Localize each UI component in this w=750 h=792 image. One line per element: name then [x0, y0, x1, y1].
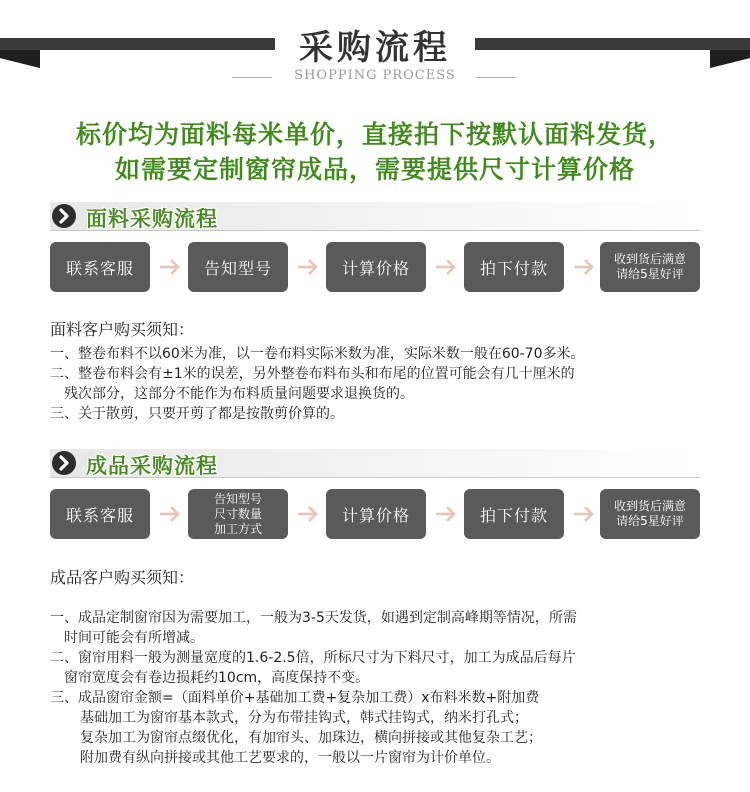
- page-title: 采购流程: [299, 28, 451, 68]
- fabric-step-price: 计算价格: [326, 242, 426, 292]
- fabric-notes-title: 面料客户购买须知：: [50, 320, 195, 339]
- product-flow: [50, 489, 700, 539]
- product-step-review: [600, 489, 700, 539]
- fabric-note-2-cont: 残次部分，这部分不能作为布料质量问题要求退换货的。: [64, 386, 414, 402]
- page-subtitle: SHOPPING PROCESS: [294, 68, 456, 83]
- fabric-step-pay: 拍下付款: [464, 242, 564, 292]
- notice-line-2: 如需要定制窗帘成品，需要提供尺寸计算价格: [114, 155, 635, 184]
- product-note-3-complex: 复杂加工为窗帘点缀优化，有加帘头、加珠边，横向拼接或其他复杂工艺；: [80, 730, 542, 746]
- subtitle-rule-right: [476, 77, 516, 78]
- arrow-right-icon: [434, 502, 458, 526]
- fabric-step-contact: 联系客服: [50, 242, 150, 292]
- fabric-step-review-label: 收到货后满意 请给5星好评: [613, 252, 686, 281]
- fabric-step-model: 告知型号: [188, 242, 288, 292]
- product-step-model: [188, 489, 288, 539]
- fabric-note-3: 三、关于散剪，只要开剪了都是按散剪价算的。: [50, 406, 344, 422]
- arrow-right-icon: [158, 502, 182, 526]
- fabric-step-review: [600, 242, 700, 292]
- product-note-3-basic: 基础加工为窗帘基本款式，分为布带挂钩式，韩式挂钩式，纳米打孔式；: [80, 710, 528, 726]
- arrow-right-icon: [158, 255, 182, 279]
- product-step-model-label: 告知型号 尺寸数量 加工方式: [213, 491, 262, 536]
- fabric-flow: [50, 242, 700, 292]
- product-note-3: 三、成品窗帘金额=（面料单价+基础加工费+复杂加工费）x布料米数+附加费: [50, 690, 540, 706]
- product-step-review-label: 收到货后满意 请给5星好评: [613, 499, 686, 528]
- fabric-section-title: 面料采购流程: [86, 207, 218, 231]
- chevron-right-icon: [52, 204, 76, 228]
- fabric-section-header: [50, 202, 700, 232]
- product-notes: [50, 568, 710, 768]
- product-section-title: 成品采购流程: [86, 454, 218, 478]
- fabric-note-2: 二、整卷布料会有±1米的误差，另外整卷布料布头和布尾的位置可能会有几十厘米的: [50, 366, 575, 382]
- arrow-right-icon: [296, 255, 320, 279]
- product-note-2: 二、窗帘用料一般为测量宽度的1.6-2.5倍，所标尺寸为下料尺寸，加工为成品后每片: [50, 650, 576, 666]
- product-section-header: [50, 449, 700, 479]
- product-note-3-extra: 附加费有纵向拼接或其他工艺要求的，一般以一片窗帘为计价单位。: [80, 750, 500, 766]
- header-banner: [0, 0, 750, 100]
- arrow-right-icon: [296, 502, 320, 526]
- fabric-notes: [50, 320, 710, 424]
- product-note-1-cont: 时间可能会有所增减。: [64, 630, 204, 646]
- chevron-right-icon: [52, 451, 76, 475]
- product-step-price: 计算价格: [326, 489, 426, 539]
- product-note-2-cont: 窗帘宽度会有卷边损耗约10cm，高度保持不变。: [64, 670, 370, 686]
- product-notes-title: 成品客户购买须知：: [50, 568, 195, 587]
- product-step-pay: 拍下付款: [464, 489, 564, 539]
- fabric-note-1: 一、整卷布料不以60米为准，以一卷布料实际米数为准，实际米数一般在60-70多米。: [50, 346, 585, 362]
- arrow-right-icon: [434, 255, 458, 279]
- product-note-1: 一、成品定制窗帘因为需要加工，一般为3-5天发货，如遇到定制高峰期等情况，所需: [50, 610, 577, 626]
- arrow-right-icon: [572, 255, 596, 279]
- arrow-right-icon: [572, 502, 596, 526]
- notice-line-1: 标价均为面料每米单价，直接拍下按默认面料发货，: [75, 120, 674, 149]
- product-step-contact: 联系客服: [50, 489, 150, 539]
- subtitle-row: [0, 68, 750, 88]
